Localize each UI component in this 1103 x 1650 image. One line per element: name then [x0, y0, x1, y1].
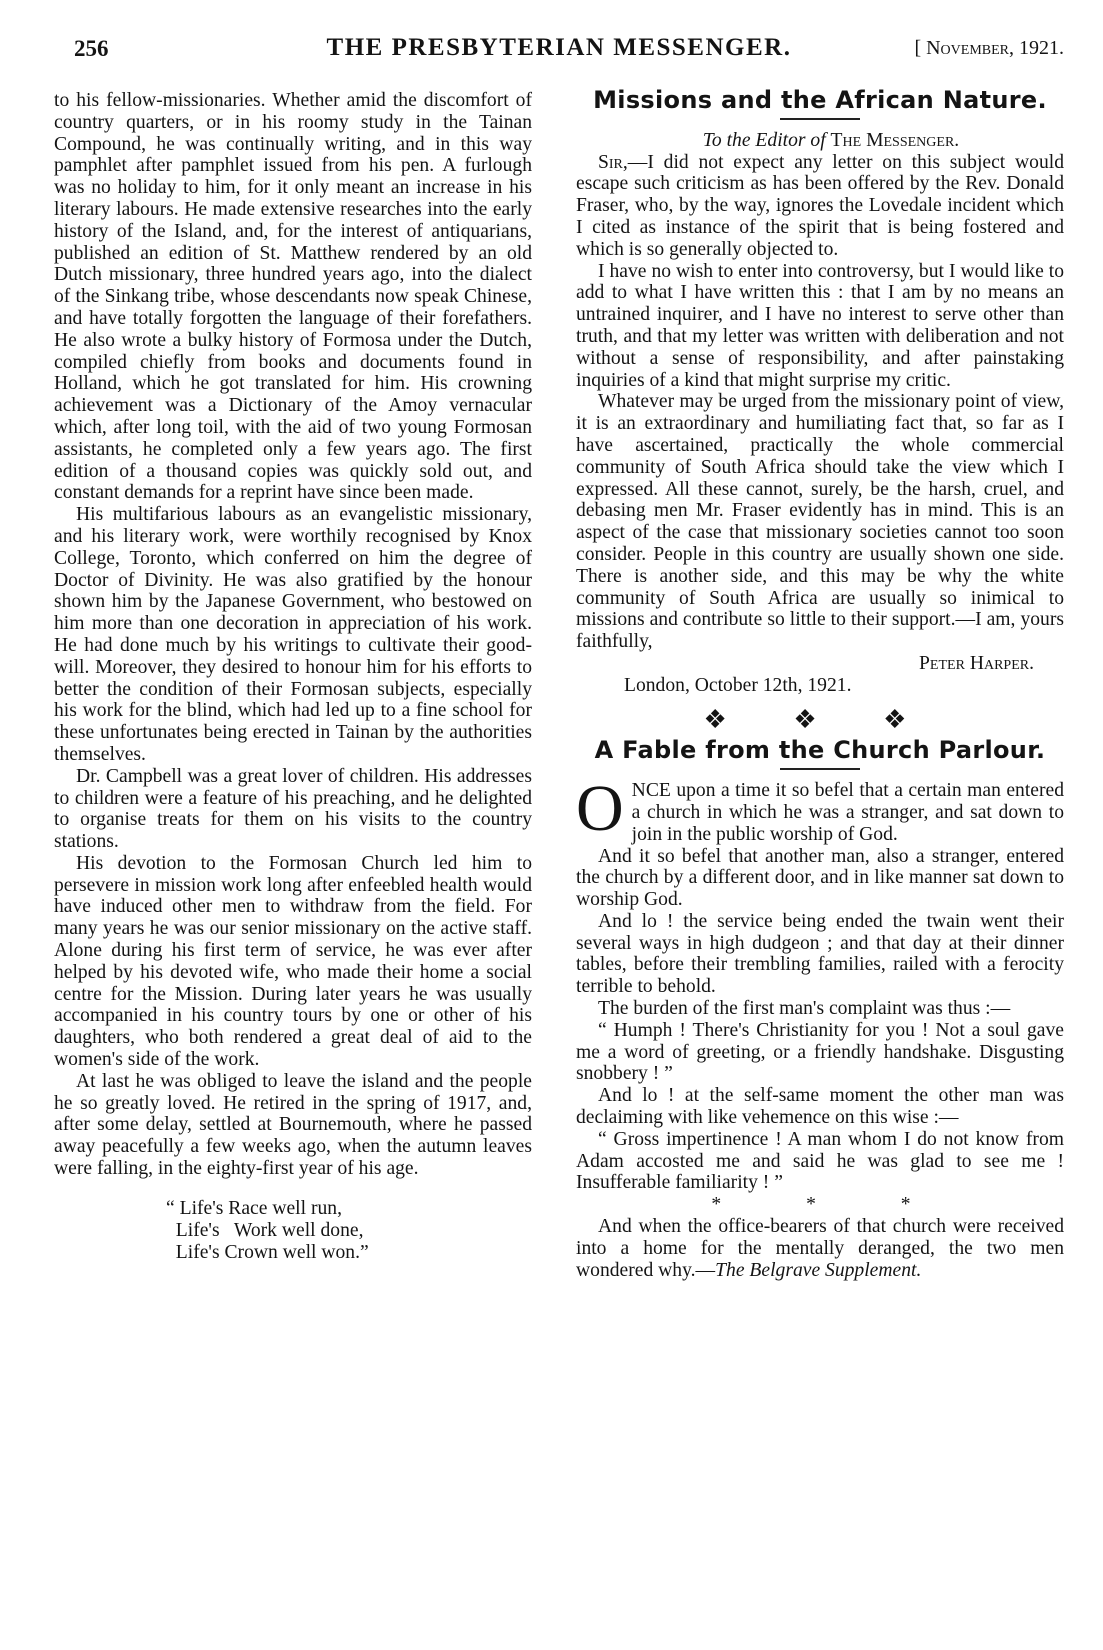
section-stars: * * *: [711, 1194, 951, 1216]
page-number: 256: [74, 36, 109, 61]
source-credit: The Belgrave Supplement.: [715, 1259, 922, 1281]
closing-poem: [166, 1198, 532, 1264]
article-title: A Fable from the Church Parlour.: [594, 736, 1046, 765]
paragraph: [576, 1216, 1064, 1281]
paragraph: And lo ! the service being ended the twain went their several ways in high dudgeon ; and that day at their dinner tables, before their trembling families, railed with a ferocity terrible to behold.: [576, 910, 1064, 998]
page-header: [54, 28, 1064, 72]
dateline: London, October 12th, 1921.: [624, 674, 852, 696]
paragraph: His multifarious labours as an evangelistic missionary, and his literary work, were worthily recognised by Knox College, Toronto, which conferred on him the degree of Doctor of Divinity. He was also gratified by the honour shown him by the Japanese Government, who bestowed on him more than one decoration in appreciation of his work. He had done much by his writings to cultivate their good-will. Moreover, they desired to honour him for his efforts to better the condition of their Formosan subjects, especially his work for the blind, which had led up to a fine school for these unfortunates being erected in Tainan by the authorities themselves.: [54, 504, 532, 765]
left-column: [54, 90, 532, 1264]
paragraph-text: —I did not expect any letter on this subject would escape such criticism as has been offered by the Rev. Donald Fraser, who, by the way, ignores the Lovedale incident which I cited as instance of the spirit that is being fostered and which is so generally objected to.: [576, 151, 1064, 260]
paragraph: “ Gross impertinence ! A man whom I do not know from Adam accosted me and said he was glad to see me ! Insufferable familiarity ! ”: [576, 1128, 1064, 1194]
paragraph: I have no wish to enter into controversy, but I would like to add to what I have written this : that I am by no means an untrained inquirer, and I have no interest to serve other than truth, and that my letter was written with deliberation and not without a sense of responsibility, and after painstaking inquiries of a kind that might surprise my critic.: [576, 260, 1064, 391]
editor-name: The Messenger.: [830, 129, 960, 151]
issue-date: [ November, 1921.: [914, 37, 1064, 59]
poem-line: Life's Crown well won.”: [166, 1241, 369, 1263]
paragraph: “ Humph ! There's Christianity for you ! Not a soul gave me a word of greeting, or a friendly handshake. Disgusting snobbery ! ”: [576, 1019, 1064, 1085]
poem-line: “ Life's Race well run,: [166, 1197, 342, 1219]
title-rule: [780, 118, 860, 120]
paragraph-text: And when the office-bearers of that church were received into a home for the mentally deranged, the two men wondered why.—: [576, 1216, 1064, 1281]
paragraph: At last he was obliged to leave the island and the people he so greatly loved. He retired in the spring of 1917, and, after some delay, settled at Bournemouth, where he passed away peacefully a few weeks ago, when the autumn leaves were falling, in the eighty-first year of his age.: [54, 1070, 532, 1180]
editor-line: [576, 130, 1064, 152]
paragraph: The burden of the first man's complaint was thus :—: [598, 998, 1011, 1020]
paragraph-text: NCE upon a time it so befel that a certain man entered a church in which he was a stranger, and sat down to join in the public worship of God.: [631, 780, 1064, 845]
poem-line: Life's Work well done,: [166, 1219, 364, 1241]
ornament-divider: ❖ ❖ ❖: [703, 704, 937, 734]
drop-cap: O: [576, 772, 624, 846]
article-title: Missions and the African Nature.: [593, 86, 1047, 114]
publication-title: THE PRESBYTERIAN MESSENGER.: [326, 34, 792, 61]
salutation: Sir,: [598, 151, 628, 173]
paragraph: Dr. Campbell was a great lover of children. His addresses to children were a feature of his preaching, and he delighted to organise treats for them on his visits to the country stations.: [54, 765, 532, 853]
signature: Peter Harper.: [919, 652, 1034, 674]
title-rule: [780, 768, 860, 770]
paragraph: And lo ! at the self-same moment the other man was declaiming with like vehemence on this wise :—: [576, 1085, 1064, 1129]
right-column: [576, 86, 1064, 1281]
paragraph: Whatever may be urged from the missionary point of view, it is an extraordinary and humiliating fact that, so far as I have ascertained, practically the whole commercial community of South Africa should take the view which I expressed. All these cannot, surely, be the harsh, cruel, and debasing men Mr. Fraser evidently has in mind. This is an aspect of the case that missionary societies cannot too soon consider. People in this country are usually shown one side. There is another side, and this may be why the white community of South Africa are usually so inimical to missions and contribute so little to their support.—I am, yours faithfully,: [576, 391, 1064, 653]
paragraph: to his fellow-missionaries. Whether amid the discomfort of country quarters, or in his roomy study in the Tainan Compound, he was continually writing, and in this way pamphlet after pamphlet issued from his pen. A furlough was no holiday to him, for it only meant an increase in his literary labours. He made extensive researches into the early history of the Island, and, for the interest of antiquarians, published an edition of St. Matthew rendered by an old Dutch missionary, three hundred years ago, into the dialect of the Sinkang tribe, whose descendants now speak Chinese, and have totally forgotten the language of their forefathers. He also wrote a bulky history of Formosa under the Dutch, compiled chiefly from books and documents found in Holland, which he got translated for him. His crowning achievement was a Dictionary of the Amoy vernacular which, after long toil, with the aid of two young Formosan assistants, he completed only a few years ago. The first edition of a thousand copies was quickly sold out, and constant demands for a reprint have since been made.: [54, 90, 532, 504]
paragraph: And it so befel that another man, also a stranger, entered the church by a different door, and in like manner sat down to worship God.: [576, 845, 1064, 911]
editor-prefix: To the Editor of: [702, 129, 831, 151]
paragraph: His devotion to the Formosan Church led him to persevere in mission work long after enfeebled health would have induced other men to withdraw from the field. For many years he was our senior missionary on the active staff. Alone during his first term of service, he was ever after helped by his devoted wife, who made their home a social centre for the Mission. During later years he was usually accompanied in his country tours by one or other of his daughters, who both rendered a great deal of aid to the women's side of the work.: [54, 852, 532, 1071]
paragraph: [576, 772, 1064, 846]
paragraph: [576, 152, 1064, 261]
